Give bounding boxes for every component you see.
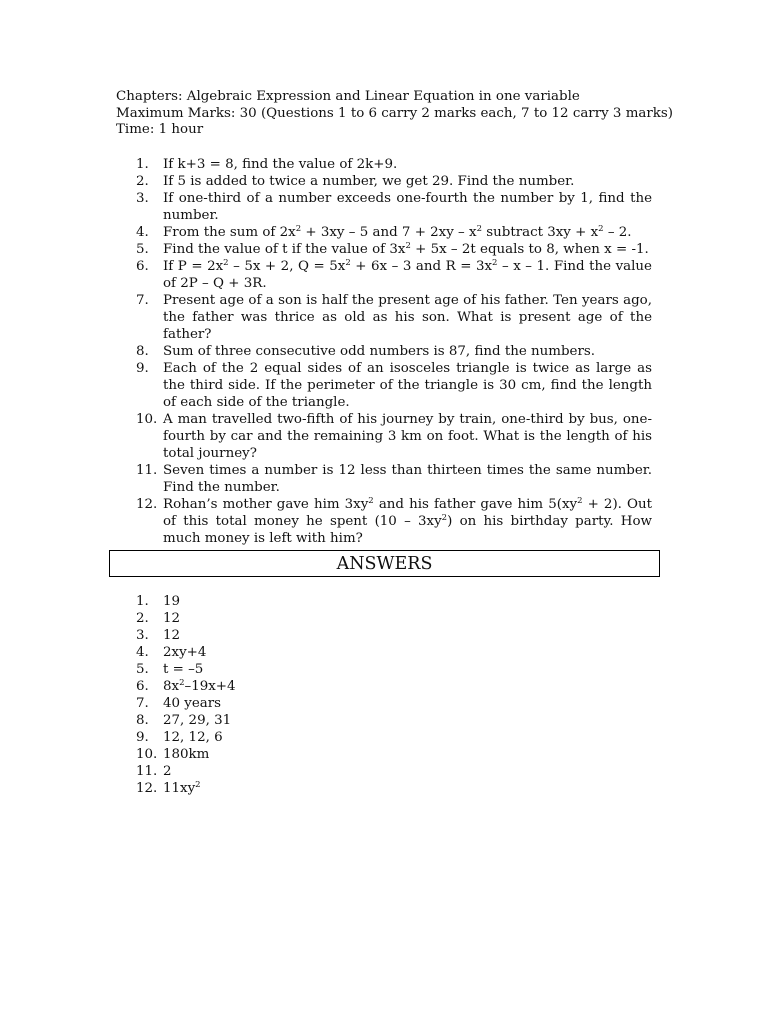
max-marks-line: Maximum Marks: 30 (Questions 1 to 6 carry 2 marks each, 7 to 12 carry 3 marks) [116,105,673,121]
answer-item [116,593,416,610]
answer-text: 180km [163,747,210,762]
question-text: Present age of a son is half the present age of his father. Ten years ago, the father was thrice as old as his son. What is present age of the father? [163,293,652,342]
question-number: 8. [136,344,149,359]
answer-item [116,627,416,644]
question-text: If one-third of a number exceeds one-fourth the number by 1, find the number. [163,191,652,223]
answer-item [116,763,416,780]
question-item [116,360,652,411]
answer-number: 9. [136,730,149,745]
answer-number: 7. [136,696,149,711]
question-text: Find the value of t if the value of $3x^2 + 5x - 2t$ equals to 8, when x = -1. [163,241,649,257]
answer-item [116,746,416,763]
question-text: A man travelled two-fifth of his journey by train, one-third by bus, one-fourth by car and the remaining 3 km on foot. What is the length of his total journey? [163,412,652,461]
answer-item [116,695,416,712]
chapters-line: Chapters: Algebraic Expression and Linear Equation in one variable [116,89,580,104]
question-text: Seven times a number is 12 less than thirteen times the same number. Find the number. [163,463,652,495]
answer-list [116,593,416,797]
question-item [116,258,652,292]
answer-text: 2 [163,764,172,779]
question-number: 2. [136,174,149,189]
answer-number: 2. [136,611,149,626]
answer-item [116,661,416,678]
worksheet-header [116,89,676,139]
answer-text: 19 [163,594,181,609]
question-number: 4. [136,225,149,240]
answer-number: 12. [136,781,158,796]
answer-text: $8x^2-19x+4$ [163,678,236,694]
answer-text: 40 years [163,696,222,711]
question-text: If 5 is added to twice a number, we get 29. Find the number. [163,174,575,189]
question-number: 5. [136,242,149,257]
time-line: Time: 1 hour [116,122,204,137]
question-item [116,462,652,496]
question-item [116,496,652,547]
question-number: 1. [136,157,149,172]
answer-number: 11. [136,764,158,779]
question-item [116,224,652,241]
answer-number: 3. [136,628,149,643]
answer-item [116,712,416,729]
answer-text: 2xy+4 [163,645,207,660]
answer-number: 10. [136,747,158,762]
answers-heading: ANSWERS [336,554,433,574]
answer-number: 1. [136,594,149,609]
answer-number: 5. [136,662,149,677]
question-item [116,241,652,258]
question-list [116,156,652,547]
question-item [116,190,652,224]
question-text: Rohan’s mother gave him $3xy^2$ and his father gave him $5(xy^2 + 2)$. Out of this total money he spent $(10 - 3xy^2)$ on his birthday party. How much money is left with him? [163,496,653,546]
question-item [116,411,652,462]
answer-text: 27, 29, 31 [163,713,232,728]
question-item [116,156,652,173]
question-number: 3. [136,191,149,206]
question-text: If $P = 2x^2 - 5x + 2$, $Q = 5x^2 + 6x - 3$ and $R = 3x^2 - x - 1$. Find the value of 2P – Q + 3R. [163,258,652,291]
question-text: Sum of three consecutive odd numbers is 87, find the numbers. [163,344,595,359]
answer-number: 8. [136,713,149,728]
question-item [116,292,652,343]
question-number: 10. [136,412,158,427]
answer-item [116,644,416,661]
answer-number: 4. [136,645,149,660]
answer-item [116,678,416,695]
question-text: If k+3 = 8, find the value of 2k+9. [163,157,398,172]
question-number: 6. [136,259,149,274]
answer-text: $11xy^2$ [163,780,201,796]
question-number: 12. [136,497,158,512]
answer-item [116,729,416,746]
answer-item [116,610,416,627]
answers-heading-box [109,550,660,577]
answer-text: 12 [163,611,181,626]
answer-item [116,780,416,797]
question-item [116,173,652,190]
question-number: 11. [136,463,158,478]
answer-text: 12, 12, 6 [163,730,223,745]
question-item [116,343,652,360]
question-number: 9. [136,361,149,376]
answer-text: 12 [163,628,181,643]
answer-text: t = –5 [163,662,204,677]
question-text: Each of the 2 equal sides of an isosceles triangle is twice as large as the third side. If the perimeter of the triangle is 30 cm, find the length of each side of the triangle. [163,361,652,410]
answer-number: 6. [136,679,149,694]
question-text: From the sum of $2x^2 + 3xy - 5$ and $7 + 2xy - x^2$ subtract $3xy + x^2 - 2$. [163,224,632,240]
question-number: 7. [136,293,149,308]
